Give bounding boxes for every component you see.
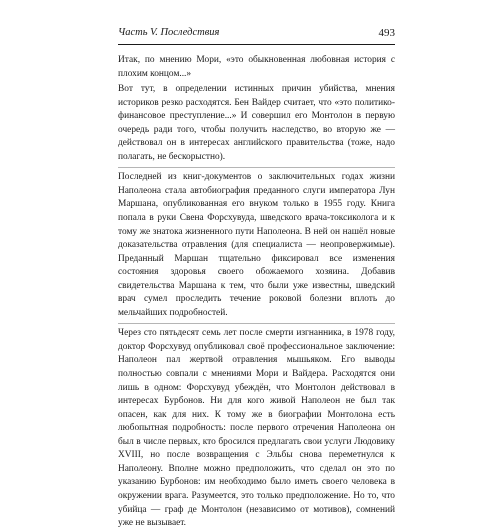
paragraph-3: Последней из книг-документов о заключительных годах жизни Наполеона стала автобиография преданного слуги императора Лун Маршана, опубликованная его внуком только в 1955 году. Книга попала в руки Свена Форсхувуда, шведского врача-токсиколога и к тому же знатока жизненного пути Наполеона. В ней он нашёл новые доказательства отравления (для специалиста — неопровержимые). Преданный Маршан тщательно фиксировал все изменения состояния здоровья своего обожаемого хозяина. Добавив свидетельства Маршана к тем, что были уже известны, шведский врач сумел проследить течение роковой болезни вплоть до мельчайших подробностей. <box>118 172 395 318</box>
section-divider <box>118 167 395 168</box>
body-text <box>118 54 395 531</box>
paragraph-1: Итак, по мнению Мори, «это обыкновенная любовная история с плохим концом...» <box>118 55 395 79</box>
chapter-title: Часть V. Последствия <box>118 27 220 38</box>
paragraph-4: Через сто пятьдесят семь лет после смерти изгнанника, в 1978 году, доктор Форсхувуд опубликовал своё профессиональное заключение: Наполеон пал жертвой отравления мышьяком. Его выводы полностью совпали с мнениями Мори и Вайдера. Расходятся они лишь в одном: Форсхувуд убеждён, что Монтолон действовал в интересах Бурбонов. Ни для кого живой Наполеон не был так опасен, как для них. К тому же в биографии Монтолона есть любопытная подробность: после первого отречения Наполеона он был в числе первых, кто бросился предлагать свои услуги Людовику XVIII, но после возвращения с Эльбы снова переметнулся к Наполеону. Вполне можно предположить, что сделал он это по указанию Бурбонов: им необходимо было иметь своего человека в окружении врага. Разумеется, это только предположение. Но то, что убийца — граф де Монтолон (независимо от мотивов), сомнений уже не вызывает. <box>118 328 395 529</box>
running-header <box>118 24 395 45</box>
section-divider <box>118 323 395 324</box>
page-number: 493 <box>378 27 395 39</box>
paragraph-2: Вот тут, в определении истинных причин убийства, мнения историков резко расходятся. Бен Вайдер считает, что «это политико-финансовое преступление...» И совершил его Монтолон в первую очередь ради того, чтобы получить наследство, во вторую же — действовал он в интересах английского правительства (тоже, надо полагать, не бескорыстно). <box>118 84 395 162</box>
